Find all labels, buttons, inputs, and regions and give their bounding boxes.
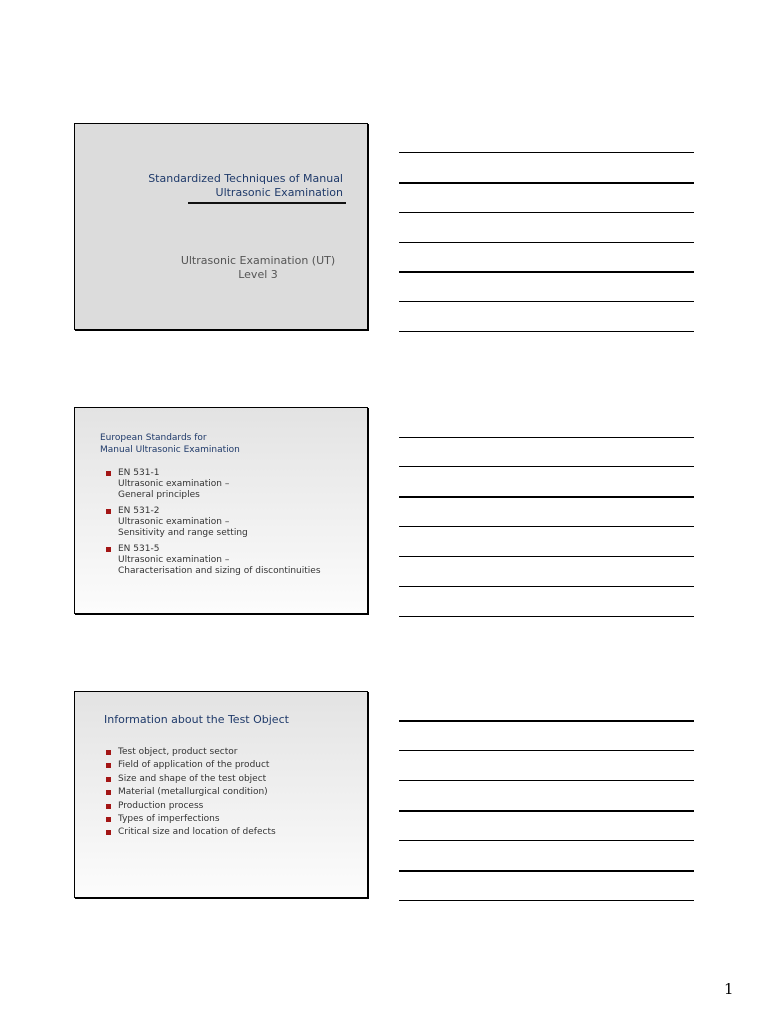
note-line [399,182,694,184]
list-item [105,544,321,577]
note-line [399,152,694,153]
slide-1-title-line-2: Ultrasonic Examination [215,186,343,199]
note-line [399,750,694,751]
slide-1-title [103,172,343,200]
bullet-icon [106,790,111,795]
list-item-line: General principles [118,490,200,500]
list-item-line: EN 531-1 [118,468,160,478]
list-item [105,506,321,539]
bullet-icon [106,804,111,809]
list-item-text: Production process [118,800,204,811]
note-line [399,870,694,872]
list-item-line: EN 531-5 [118,544,160,554]
page-number: 1 [724,980,734,998]
list-item [105,826,276,839]
slide-1-thumbnail [74,123,368,330]
list-item [105,759,276,772]
list-item-line: Sensitivity and range setting [118,528,248,538]
note-line [399,271,694,273]
slide-1-subtitle-line-2: Level 3 [238,268,278,281]
standards-list [105,468,321,582]
note-line [399,496,694,498]
note-line [399,810,694,812]
bullet-icon [106,547,111,552]
note-line [399,586,694,587]
list-item-line: Ultrasonic examination – [118,555,230,565]
slide-2-heading [100,433,240,456]
slide-2-heading-line-2: Manual Ultrasonic Examination [100,444,240,455]
slide-2-thumbnail [74,407,368,614]
note-line [399,616,694,617]
list-item-text: Test object, product sector [118,747,238,757]
slide-2-heading-line-1: European Standards for [100,433,207,443]
note-line [399,466,694,467]
list-item-text: Types of imperfections [118,814,220,825]
note-line [399,556,694,557]
title-underline [188,202,346,204]
note-line [399,331,694,332]
slide-1-subtitle [173,254,343,282]
note-line [399,301,694,302]
bullet-icon [106,750,111,755]
slide-1-title-line-1: Standardized Techniques of Manual [148,172,343,185]
list-item-line: Ultrasonic examination – [118,479,230,489]
bullet-icon [106,830,111,835]
slide-3-heading: Information about the Test Object [104,713,289,726]
list-item [105,773,276,786]
note-line [399,212,694,213]
note-line [399,526,694,527]
note-line [399,900,694,901]
note-line [399,437,694,438]
list-item [105,813,276,826]
note-line [399,840,694,841]
slide-1-subtitle-line-1: Ultrasonic Examination (UT) [180,254,336,267]
list-item-text: Material (metallurgical condition) [118,787,268,798]
list-item [105,746,276,759]
list-item-text: Critical size and location of defects [118,827,276,838]
bullet-icon [106,509,111,514]
list-item-line: Ultrasonic examination – [118,517,230,527]
note-line [399,720,694,722]
bullet-icon [106,777,111,782]
note-line [399,780,694,781]
bullet-icon [106,763,111,768]
bullet-icon [106,471,111,476]
list-item-text: Size and shape of the test object [118,773,267,784]
list-item-line: EN 531-2 [118,506,160,516]
test-object-info-list [105,746,276,840]
list-item-text: Field of application of the product [118,760,270,771]
list-item [105,786,276,799]
note-line [399,242,694,243]
list-item-line: Characterisation and sizing of discontinuities [118,566,321,576]
bullet-icon [106,817,111,822]
slide-3-thumbnail [74,691,368,898]
list-item [105,468,321,501]
list-item [105,800,276,813]
